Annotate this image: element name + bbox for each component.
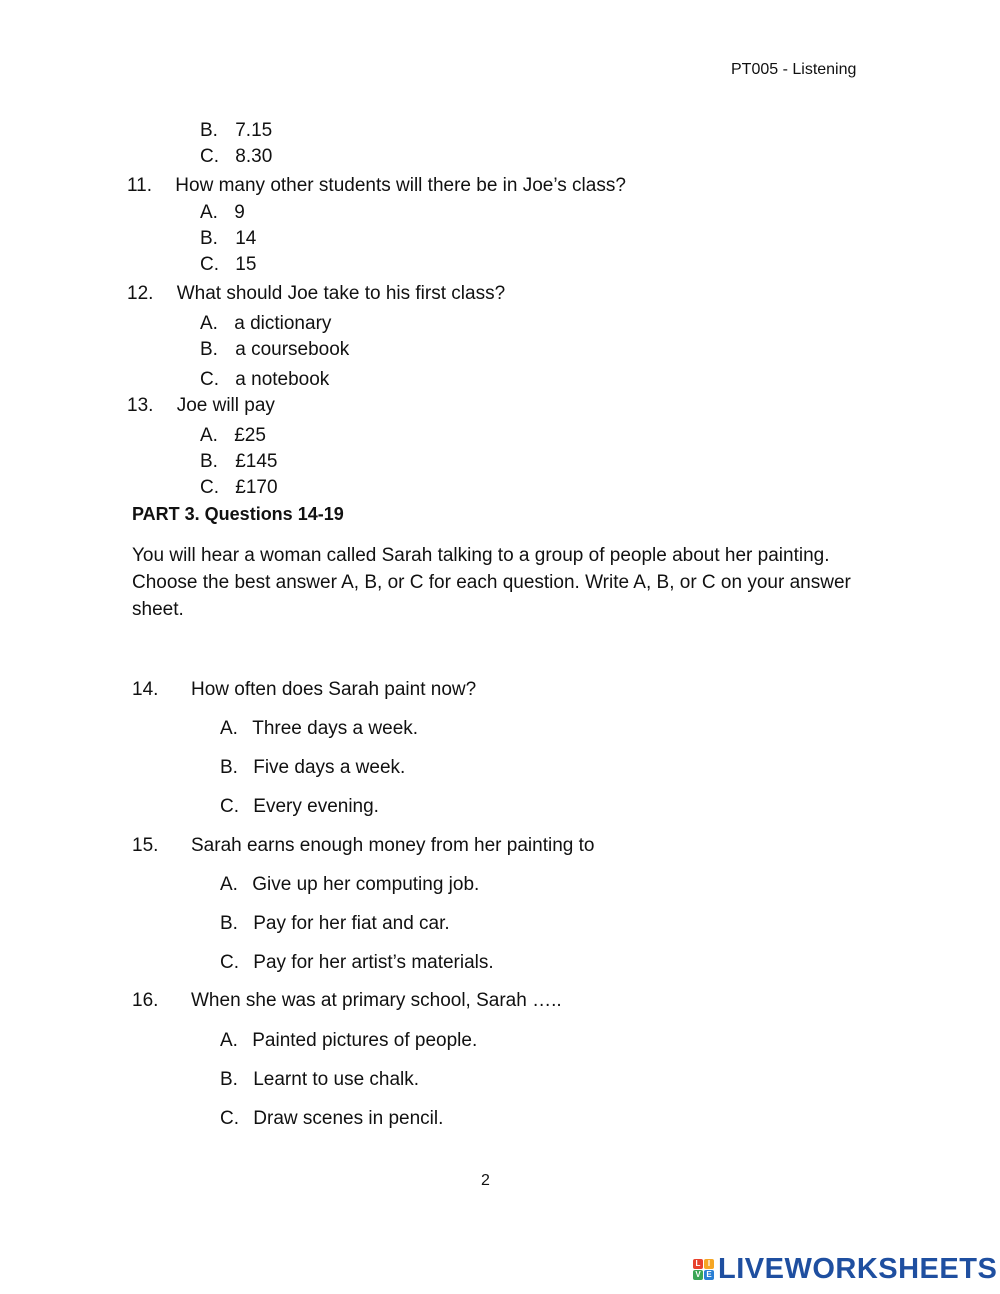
option-q14-b[interactable] [220,757,405,779]
logo-mark-letter: L [693,1259,703,1269]
option-q13-b[interactable] [200,451,278,473]
question-14 [132,679,476,701]
option-text: a dictionary [234,313,332,334]
document-header: PT005 - Listening [731,61,857,78]
option-text: £25 [234,425,266,446]
option-text: 8.30 [235,146,273,167]
option-letter: B. [220,913,238,934]
option-letter: C. [200,254,219,275]
option-letter: B. [220,757,238,778]
option-q10-c[interactable] [200,146,272,168]
option-text: Learnt to use chalk. [253,1069,420,1090]
option-letter: C. [220,796,239,817]
option-q15-b[interactable] [220,913,450,935]
option-letter: A. [220,718,238,739]
section-instructions: You will hear a woman called Sarah talking to a group of people about her painting. Choose the best answer A, B, or C for each question. Write A, B, or C on your answer sheet. [132,545,851,620]
option-letter: B. [200,451,218,472]
option-letter: A. [220,1030,238,1051]
option-q14-a[interactable] [220,718,418,740]
question-number: 15. [132,835,159,856]
option-letter: A. [200,313,218,334]
option-q11-b[interactable] [200,228,256,250]
option-q15-a[interactable] [220,874,479,896]
question-15 [132,835,594,857]
option-q12-c[interactable] [200,369,329,391]
option-q11-a[interactable] [200,202,245,224]
option-text: a notebook [235,369,330,390]
option-letter: B. [200,120,218,141]
option-letter: C. [200,477,219,498]
option-q14-c[interactable] [220,796,379,818]
option-text: Three days a week. [252,718,419,739]
question-11 [127,175,626,197]
option-letter: B. [200,228,218,249]
option-q13-c[interactable] [200,477,278,499]
question-text: How often does Sarah paint now? [191,679,477,700]
option-text: Pay for her fiat and car. [253,913,450,934]
option-letter: A. [220,874,238,895]
option-text: Draw scenes in pencil. [253,1108,444,1129]
question-text: Sarah earns enough money from her painting to [191,835,595,856]
option-letter: B. [220,1069,238,1090]
question-text: When she was at primary school, Sarah ….. [191,990,562,1011]
liveworksheets-logo[interactable] [693,1253,997,1286]
option-text: 9 [234,202,245,223]
option-q10-b[interactable] [200,120,272,142]
question-12 [127,283,505,305]
logo-mark-letter: I [704,1259,714,1269]
logo-mark-icon [693,1259,714,1280]
option-q16-c[interactable] [220,1108,443,1130]
question-number: 16. [132,990,159,1011]
option-q15-c[interactable] [220,952,494,974]
question-text: Joe will pay [176,395,275,416]
question-16 [132,990,562,1012]
logo-mark-letter: E [704,1270,714,1280]
question-13 [127,395,275,417]
option-letter: A. [200,202,218,223]
option-text: Every evening. [253,796,379,817]
question-number: 13. [127,395,154,416]
option-text: 15 [235,254,257,275]
option-letter: B. [200,339,218,360]
question-number: 11. [127,175,153,196]
question-number: 12. [127,283,154,304]
option-text: 7.15 [235,120,273,141]
option-text: Five days a week. [253,757,406,778]
option-text: Pay for her artist’s materials. [253,952,494,973]
option-q16-a[interactable] [220,1030,477,1052]
option-text: Give up her computing job. [252,874,480,895]
section-title: PART 3. Questions 14-19 [132,504,344,524]
option-text: Painted pictures of people. [252,1030,478,1051]
option-q12-b[interactable] [200,339,349,361]
option-letter: C. [220,1108,239,1129]
option-letter: C. [220,952,239,973]
option-q16-b[interactable] [220,1069,419,1091]
option-text: £145 [235,451,278,472]
option-q12-a[interactable] [200,313,331,335]
question-text: How many other students will there be in Joe’s class? [175,175,626,196]
logo-mark-letter: V [693,1270,703,1280]
option-text: £170 [235,477,278,498]
option-letter: C. [200,369,219,390]
option-q11-c[interactable] [200,254,256,276]
option-text: 14 [235,228,257,249]
logo-text: LIVEWORKSHEETS [718,1253,998,1285]
option-text: a coursebook [235,339,350,360]
page-number: 2 [481,1172,490,1189]
question-number: 14. [132,679,159,700]
option-q13-a[interactable] [200,425,266,447]
question-text: What should Joe take to his first class? [176,283,506,304]
option-letter: C. [200,146,219,167]
option-letter: A. [200,425,218,446]
